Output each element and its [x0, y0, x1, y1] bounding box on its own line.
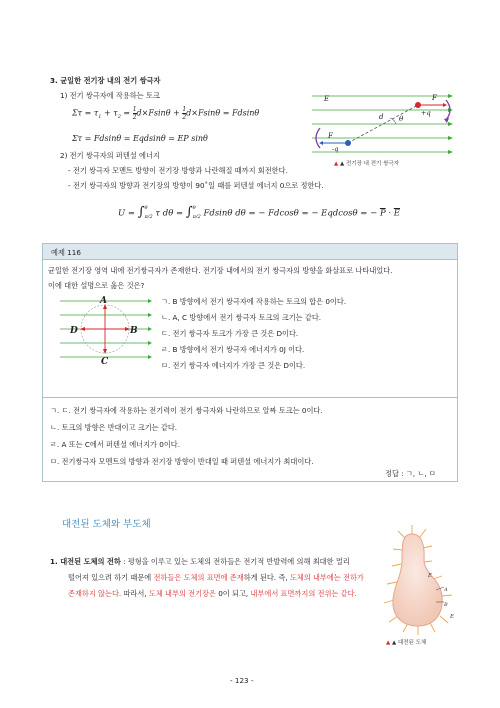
torque-equation-1: $\Sigma\tau = \tau_1 + \tau_2$ = 1 2d×Fsinθ + 1 2d×Fsinθ = Fdsinθ	[72, 106, 260, 121]
paragraph-line1: 1. 대전된 도체의 전하 : 평형을 이루고 있는 도체의 전하들은 전기적 반발력에 의해 최대한 멀리	[50, 557, 350, 566]
page-number: - 123 -	[230, 676, 254, 685]
subheading-torque: 1) 전기 쌍극자에 작용하는 토크	[60, 91, 160, 100]
torque-equation-2: Στ = Fdsinθ = Eqdsinθ = EP sinθ	[72, 134, 208, 143]
option-2: ㄴ. A, C 방향에서 전기 쌍극자 토크의 크기는 같다.	[161, 313, 322, 322]
bullet-rotation: - 전기 쌍극자 모멘트 방향이 전기장 방향과 나란해질 때까지 회전한다.	[68, 166, 288, 175]
orientation-B-label: B	[130, 326, 138, 336]
paragraph-line3: 존재하지 않는다. 따라서, 도체 내부의 전기장은 0이 되고, 내부에서 표면까지의 전위는 같다.	[68, 589, 357, 598]
conductor-figure-caption: ▲ ▲ 대전된 도체	[386, 640, 427, 646]
force-label-top: F	[432, 94, 437, 102]
part2-title: 대전된 도체와 부도체	[62, 519, 151, 530]
example-title: 예제 116	[51, 248, 81, 257]
charge-minus-label: -q	[332, 145, 339, 153]
answer: 정답 : ㄱ, ㄴ, ㅁ	[385, 469, 436, 478]
explanation-3: ㄹ. A 또는 C에서 퍼텐셜 에너지가 0이다.	[50, 440, 180, 449]
conductor-E-top: E	[428, 573, 433, 579]
example-header	[42, 243, 458, 260]
dipole-figure-caption: ▲ ▲ 전기장 내 전기 쌍극자	[334, 161, 400, 167]
force-label-bottom: F	[328, 132, 333, 140]
orientation-C-label: C	[101, 357, 109, 367]
dipole-orientation-diagram	[58, 293, 154, 369]
orientation-D-label: D	[70, 326, 78, 336]
option-4: ㄹ. B 방향에서 전기 쌍극자 에너지가 0J 이다.	[161, 345, 305, 354]
paragraph-line2: 떨어져 있으려 하기 때문에 전하들은 도체의 표면에 존재하게 된다. 즉, 도체의 내부에는 전하가	[68, 573, 364, 582]
example-question-line1: 균일한 전기장 영역 내에 전기쌍극자가 존재한다. 전기장 내에서의 전기 쌍극자의 방향을 화살표로 나타내었다.	[48, 266, 393, 275]
example-question-line2: 이에 대한 설명으로 옳은 것은?	[48, 281, 145, 290]
option-1: ㄱ. B 방향에서 전기 쌍극자에 작용하는 토크의 합은 0이다.	[161, 297, 347, 306]
charge-plus-label: +q	[421, 109, 431, 117]
conductor-E-bottom: E	[450, 614, 455, 620]
charged-conductor-figure	[378, 524, 462, 636]
explanation-4: ㅁ. 전기쌍극자 모멘트의 방향과 전기장 방향이 반대일 때 퍼텐셜 에너지가 최대이다.	[50, 457, 314, 466]
orientation-A-label: A	[100, 296, 107, 306]
option-5: ㅁ. 전기 쌍극자 에너지가 가장 큰 것은 D이다.	[161, 361, 306, 370]
explanation-2: ㄴ. 토크의 방향은 반대이고 크기는 같다.	[50, 423, 178, 432]
potential-energy-equation: U = ∫ θ π/2 τ dθ = ∫ θ π/2 Fdsinθ dθ = − Fdcosθ = − Eqdcosθ = − $\overline{P} \cdot \overline{E}$	[118, 204, 401, 220]
example-divider	[43, 397, 457, 398]
separation-label: d	[379, 113, 384, 121]
explanation-1: ㄱ. ㄷ. 전기 쌍극자에 작용하는 전기력이 전기 쌍극자와 나란하므로 알짜 토크는 0이다.	[50, 406, 323, 415]
bullet-zero-energy: - 전기 쌍극자의 방향과 전기장의 방향이 90˚일 때를 퍼텐셜 에너지 0으로 정한다.	[68, 181, 324, 190]
subheading-potential-energy: 2) 전기 쌍극자의 퍼텐셜 에너지	[60, 151, 160, 160]
dipole-field-figure	[308, 88, 458, 158]
angle-label: θ	[399, 115, 404, 123]
field-label: E	[324, 95, 330, 103]
conductor-A-label: A	[444, 587, 448, 593]
section-heading: 3. 균일한 전기장 내의 전기 쌍극자	[50, 76, 161, 85]
option-3: ㄷ. 전기 쌍극자 토크가 가장 큰 것은 D이다.	[161, 329, 299, 338]
conductor-B-label: B	[444, 602, 448, 608]
